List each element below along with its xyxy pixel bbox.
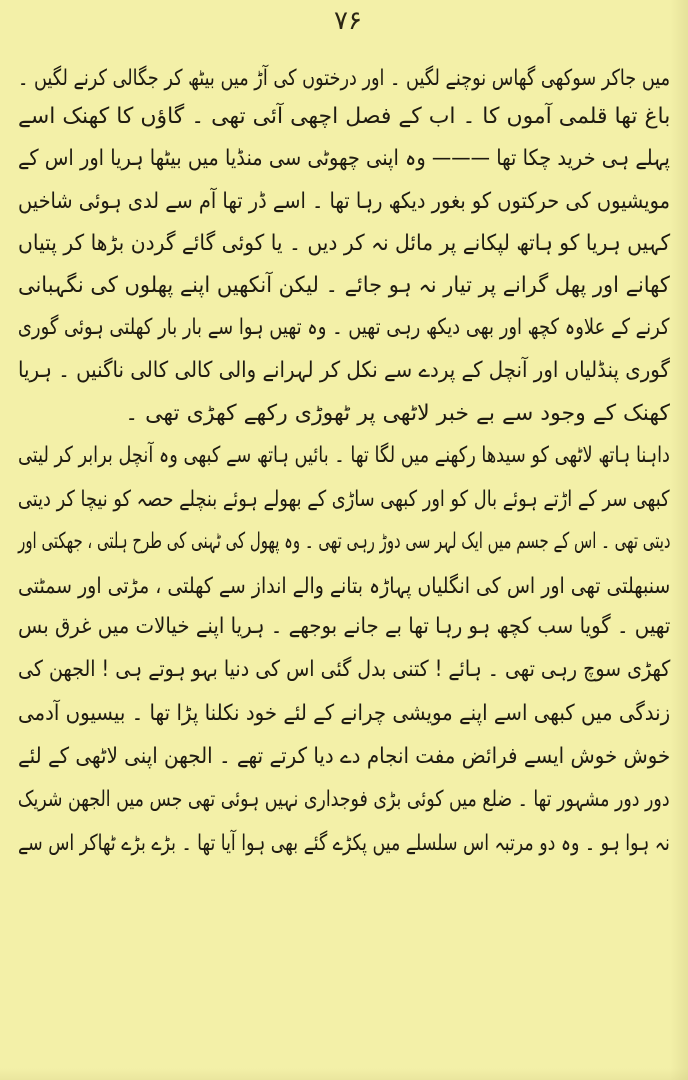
text-line: میں جاکر سوکھی گھاس نوچنے لگیں ۔ اور درختوں کی آڑ میں بیٹھ کر جگالی کرنے لگیں ۔ xyxy=(17,66,670,91)
text-line: کھانے اور پھل گرانے پر تیار نہ ہو جائے ۔ لیکن آنکھیں اپنے پھلوں کی نگہبانی xyxy=(18,273,670,298)
text-line: کہیں ہریا کو ہاتھ لپکانے پر مائل نہ کر دیں ۔ یا کوئی گائے گردن بڑھا کر پتیاں xyxy=(17,231,670,256)
text-line: مویشیوں کی حرکتوں کو بغور دیکھ رہا تھا ۔ اسے ڈر تھا آم سے لدی ہوئی شاخیں xyxy=(18,189,670,214)
text-line: کھنک کے وجود سے بے خبر لاٹھی پر ٹھوڑی رکھے کھڑی تھی ۔ xyxy=(125,401,670,426)
text-line: نہ ہوا ہو ۔ وہ دو مرتبہ اس سلسلے میں پکڑے گئے بھی ہوا آیا تھا ۔ بڑے بڑے ٹھاکر اس سے xyxy=(18,831,670,856)
text-line: داہنا ہاتھ لاٹھی کو سیدھا رکھنے میں لگا تھا ۔ بائیں ہاتھ سے کبھی وہ آنچل برابر کر لیتی xyxy=(18,443,670,468)
text-line: کبھی سر کے اڑتے ہوئے بال کو اور کبھی ساڑی کے بھولے ہوئے بنچلے حصہ کو نیچا کر دیتی xyxy=(18,487,670,512)
page-bottom-shadow xyxy=(0,1068,688,1080)
text-line: دیتی تھی ۔ اس کے جسم میں ایک لہر سی دوڑ رہی تھی ۔ وہ پھول کی ٹہنی کی طرح ہلتی ، جھکتی اور xyxy=(17,529,670,554)
text-line: کرنے کے علاوہ کچھ اور بھی دیکھ رہی تھیں ۔ وہ تھیں ہوا سے بار بار کھلتی ہوئی گوری xyxy=(18,315,670,340)
text-line: باغ تھا قلمی آموں کا ۔ اب کے فصل اچھی آئی تھی ۔ گاؤں کا کھنک اسے xyxy=(17,104,670,129)
text-line: خوش خوش ایسے فرائض مفت انجام دے دیا کرتے تھے ۔ الجھن اپنی لاٹھی کے لئے xyxy=(17,744,670,769)
text-line: گوری پنڈلیاں اور آنچل کے پردے سے نکل کر لہرانے والی کالی کالی ناگنیں ۔ ہریا xyxy=(18,358,670,383)
page-number: ۷۶ xyxy=(334,6,362,36)
text-line: کھڑی سوچ رہی تھی ۔ ہائے ! کتنی بدل گئی اس کی دنیا بہو ہوتے ہی ! الجھن کی xyxy=(17,657,670,682)
text-line: زندگی میں کبھی اسے اپنے مویشی چرانے کے لئے خود نکلنا پڑا تھا ۔ بیسیوں آدمی xyxy=(17,701,670,726)
text-line: سنبھلتی تھی اور اس کی انگلیاں پہاڑہ بتانے والے انداز سے کھلتی ، مڑتی اور سمٹتی xyxy=(17,574,670,599)
text-line: دور دور مشہور تھا ۔ ضلع میں کوئی بڑی فوجداری نہیں ہوئی تھی جس میں الجھن شریک xyxy=(18,787,670,812)
page-edge-shadow xyxy=(670,0,688,1080)
text-line: پہلے ہی خرید چکا تھا ——— وہ اپنی چھوٹی سی منڈیا میں بیٹھا ہریا اور اس کے xyxy=(18,146,670,171)
text-line: تھیں ۔ گویا سب کچھ ہو رہا تھا بے جانے بوجھے ۔ ہریا اپنے خیالات میں غرق بس xyxy=(17,614,670,639)
